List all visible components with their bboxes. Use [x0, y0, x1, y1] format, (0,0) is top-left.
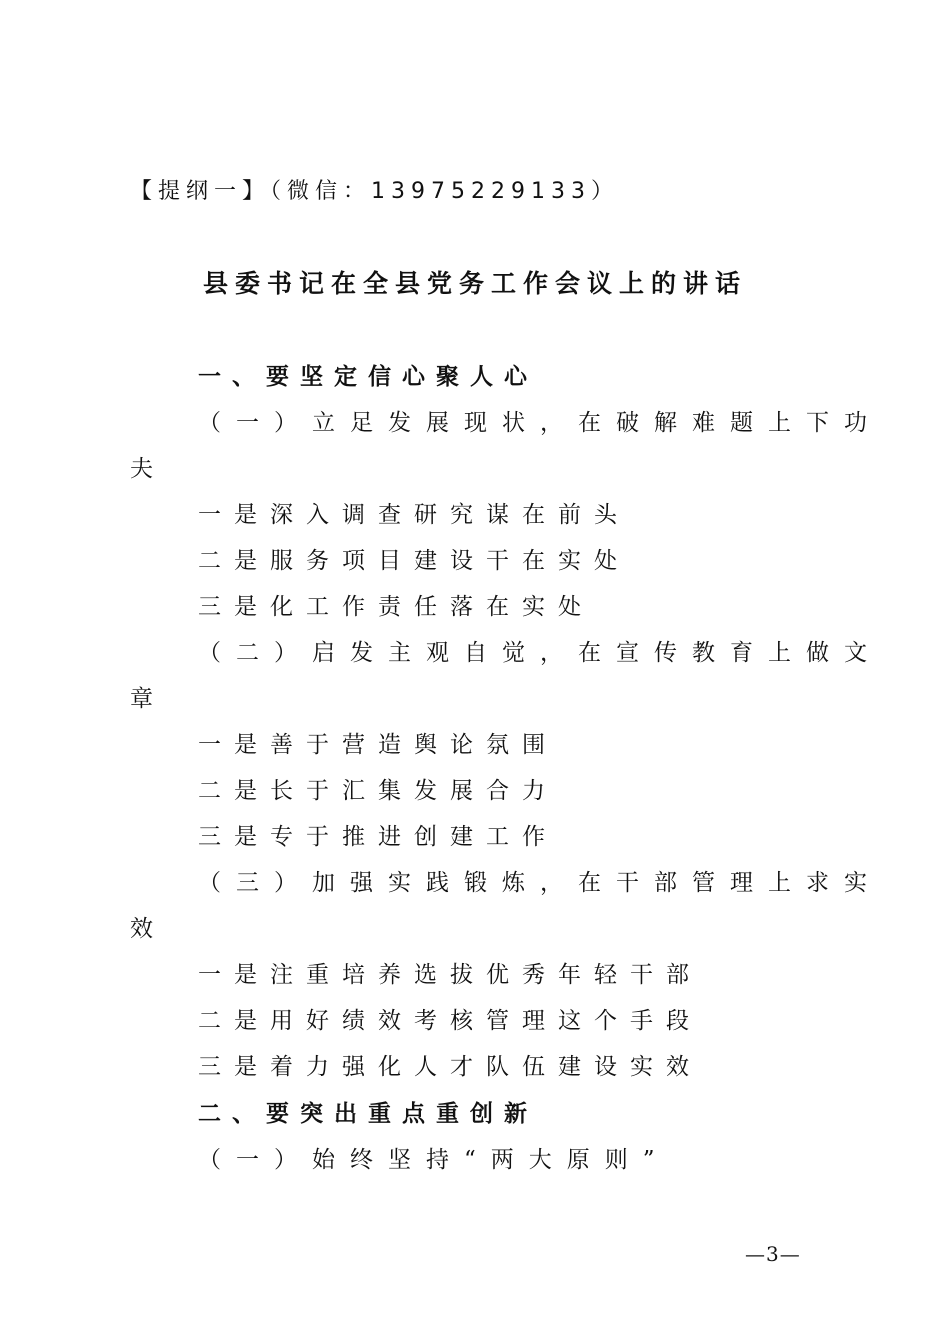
- subsection-heading-1-1: （一）立足发展现状，在破解难题上下功: [198, 410, 882, 436]
- section-heading-1: 一、要坚定信心聚人心: [198, 364, 538, 390]
- document-title: 县委书记在全县党务工作会议上的讲话: [202, 269, 747, 298]
- subsection-heading-1-2: （二）启发主观自觉，在宣传教育上做文: [198, 640, 882, 666]
- subsection-heading-1-3-wrap: 效: [130, 916, 163, 942]
- list-item: 一是注重培养选拔优秀年轻干部: [198, 962, 702, 988]
- subsection-heading-1-3: （三）加强实践锻炼，在干部管理上求实: [198, 870, 882, 896]
- subsection-heading-1-2-wrap: 章: [130, 686, 163, 712]
- list-item: 三是化工作责任落在实处: [198, 594, 594, 620]
- list-item: 一是深入调查研究谋在前头: [198, 502, 630, 528]
- outline-header: 【提纲一】（微信：13975229133）: [130, 179, 619, 204]
- list-item: 三是专于推进创建工作: [198, 824, 558, 850]
- subsection-heading-1-1-wrap: 夫: [130, 456, 163, 482]
- list-item: 二是长于汇集发展合力: [198, 778, 558, 804]
- list-item: 一是善于营造舆论氛围: [198, 732, 558, 758]
- list-item: 三是着力强化人才队伍建设实效: [198, 1054, 702, 1080]
- list-item: 二是用好绩效考核管理这个手段: [198, 1008, 702, 1034]
- section-heading-2: 二、要突出重点重创新: [198, 1101, 538, 1127]
- list-item: 二是服务项目建设干在实处: [198, 548, 630, 574]
- subsection-heading-2-1: （一）始终坚持“两大原则”: [198, 1147, 670, 1173]
- page-number: —3—: [745, 1242, 801, 1266]
